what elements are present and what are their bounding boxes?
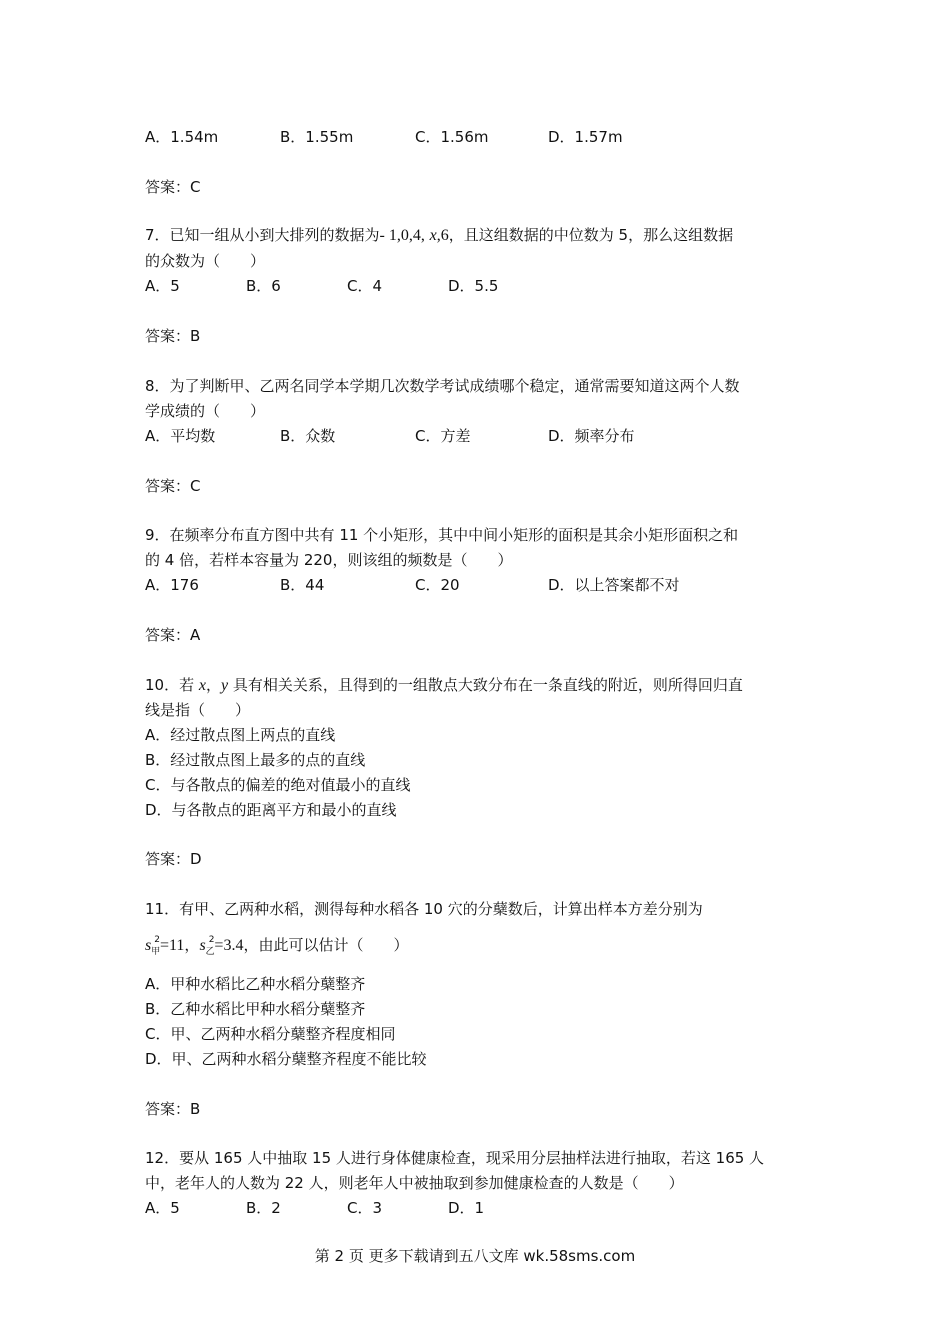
- q9-option-c: C．20: [415, 576, 460, 594]
- q12-option-a: A．5: [145, 1199, 180, 1217]
- q8-stem-line1: 8．为了判断甲、乙两名同学本学期几次数学考试成绩哪个稳定，通常需要知道这两个人数: [145, 377, 740, 395]
- q9-stem-line1: 9．在频率分布直方图中共有 11 个小矩形，其中中间小矩形的面积是其余小矩形面积之和: [145, 526, 739, 544]
- q10-option-d: D．与各散点的距离平方和最小的直线: [145, 801, 397, 819]
- q7-option-b: B．6: [246, 277, 281, 295]
- q7-answer: 答案：B: [145, 327, 201, 345]
- q9-stem-line2: 的 4 倍，若样本容量为 220，则该组的频数是（ ）: [145, 551, 513, 569]
- q6-option-c: C．1.56m: [415, 128, 489, 146]
- q10-option-b: B．经过散点图上最多的点的直线: [145, 751, 366, 769]
- q11-stem-line1: 11．有甲、乙两种水稻，测得每种水稻各 10 穴的分蘖数后，计算出样本方差分别为: [145, 900, 703, 918]
- q7-stem-line2: 的众数为（ ）: [145, 252, 266, 270]
- q12-option-d: D．1: [448, 1199, 485, 1217]
- q11-answer: 答案：B: [145, 1100, 201, 1118]
- q10-stem-text: 10．若: [145, 676, 199, 694]
- q8-option-d: D．频率分布: [548, 427, 635, 445]
- q6-option-d: D．1.57m: [548, 128, 623, 146]
- q11-var-s-yi: s: [199, 937, 206, 954]
- q11-sup-jia: 2: [154, 935, 160, 945]
- q10-var-y: y: [220, 677, 229, 694]
- q7-option-d: D．5.5: [448, 277, 499, 295]
- q12-stem-line1: 12．要从 165 人中抽取 15 人进行身体健康检查，现采用分层抽样法进行抽取，若这 165 人: [145, 1149, 765, 1167]
- q10-var-x: x: [198, 677, 206, 694]
- q11-sup-yi: 2: [208, 935, 215, 945]
- q11-sub-yi: 乙: [205, 947, 215, 957]
- q6-answer: 答案：C: [145, 178, 201, 196]
- q9-option-a: A．176: [145, 576, 199, 594]
- q9-option-b: B．44: [280, 576, 325, 594]
- q8-option-b: B．众数: [280, 427, 336, 445]
- q6-option-b: B．1.55m: [280, 128, 354, 146]
- q12-option-c: C．3: [347, 1199, 383, 1217]
- q11-sub-jia: 甲: [151, 947, 161, 957]
- q11-option-d: D．甲、乙两种水稻分蘖整齐程度不能比较: [145, 1050, 427, 1068]
- q11-sep: ，: [184, 936, 200, 954]
- q8-stem-line2: 学成绩的（ ）: [145, 402, 266, 420]
- q11-option-a: A．甲种水稻比乙种水稻分蘖整齐: [145, 975, 366, 993]
- q10-option-c: C．与各散点的偏差的绝对值最小的直线: [145, 776, 411, 794]
- q7-option-a: A．5: [145, 277, 180, 295]
- q10-option-a: A．经过散点图上两点的直线: [145, 726, 336, 744]
- q9-answer: 答案：A: [145, 626, 201, 644]
- q10-stem-text-post: 具有相关关系，且得到的一组散点大致分布在一条直线的附近，则所得回归直: [228, 676, 743, 694]
- q10-comma: ，: [205, 676, 221, 694]
- q7-stem-text: 7．已知一组从小到大排列的数据为: [145, 226, 380, 244]
- q11-stem-text-post: ，由此可以估计（ ）: [243, 936, 409, 954]
- q11-stem-line2: [145, 930, 408, 962]
- q8-option-c: C．方差: [415, 427, 471, 445]
- q10-answer: 答案：D: [145, 850, 202, 868]
- q8-option-a: A．平均数: [145, 427, 216, 445]
- q7-math-x: x: [429, 227, 437, 244]
- page-footer: 第 2 页 更多下载请到五八文库 wk.58sms.com: [314, 1247, 636, 1265]
- q11-option-c: C．甲、乙两种水稻分蘖整齐程度相同: [145, 1025, 396, 1043]
- q11-eq-yi: =3.4: [214, 937, 244, 954]
- q8-answer: 答案：C: [145, 477, 201, 495]
- q11-option-b: B．乙种水稻比甲种水稻分蘖整齐: [145, 1000, 366, 1018]
- q9-option-d: D．以上答案都不对: [548, 576, 680, 594]
- q6-option-a: A．1.54m: [145, 128, 219, 146]
- q7-math-six: ,6: [436, 227, 449, 244]
- q7-stem-text-post: ，且这组数据的中位数为 5，那么这组数据: [448, 226, 734, 244]
- q7-math-nums: - 1,0,4,: [379, 227, 425, 244]
- q12-stem-line2: 中，老年人的人数为 22 人，则老年人中被抽取到参加健康检查的人数是（ ）: [145, 1174, 684, 1192]
- q11-eq-jia: =11: [159, 937, 185, 954]
- q7-option-c: C．4: [347, 277, 383, 295]
- q11-var-s-jia: s: [145, 937, 152, 954]
- q10-stem-line1: [145, 675, 743, 696]
- q10-stem-line2: 线是指（ ）: [145, 701, 251, 719]
- q7-stem-line1: [145, 225, 733, 246]
- q12-option-b: B．2: [246, 1199, 281, 1217]
